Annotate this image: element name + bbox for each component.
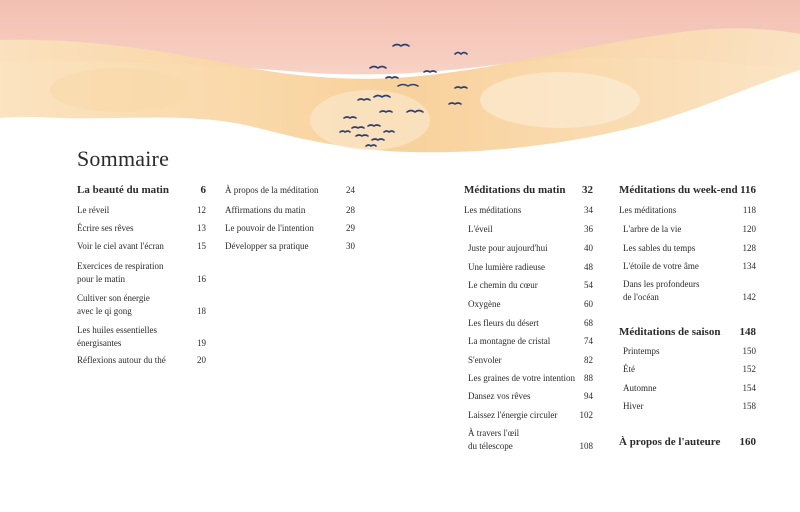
toc-entry-title: Hiver [623, 401, 644, 411]
toc-column-3 [464, 184, 593, 459]
toc-page-number: 13 [197, 223, 206, 233]
toc-entry-title: S'envoler [468, 355, 502, 365]
toc-entry [77, 260, 206, 286]
toc-entry [77, 240, 206, 253]
toc-section-heading [619, 436, 756, 449]
toc-page-number: 29 [346, 223, 355, 233]
toc-page-number: 6 [200, 184, 206, 196]
toc-page-number: 154 [742, 383, 756, 393]
toc-entry [225, 222, 355, 235]
bird-icon [368, 125, 380, 126]
toc-entry-title: Dansez vos rêves [468, 391, 531, 401]
toc-column-4 [619, 184, 756, 454]
toc-entry [77, 204, 206, 217]
toc-entry [464, 409, 593, 422]
toc-entry [464, 279, 593, 292]
toc-page-number: 32 [582, 184, 593, 196]
toc-entry-title: Méditations de saison [619, 326, 721, 338]
toc-page-number: 150 [742, 346, 756, 356]
toc-entry [464, 223, 593, 236]
toc-page-number: 18 [197, 306, 206, 316]
toc-entry-title: À travers l'œil du télescope [468, 428, 520, 451]
toc-entry [619, 223, 756, 236]
toc-page-number: 134 [742, 261, 756, 271]
toc-page-number: 40 [584, 243, 593, 253]
toc-section-heading [77, 184, 206, 197]
toc-entry [464, 427, 593, 453]
toc-page-number: 12 [197, 205, 206, 215]
toc-entry-title: Automne [623, 383, 657, 393]
toc-entry [464, 354, 593, 367]
toc-page-number: 24 [346, 185, 355, 195]
toc-entry-title: Les graines de votre intention [468, 373, 575, 383]
toc-page-number: 68 [584, 318, 593, 328]
toc-entry [464, 242, 593, 255]
toc-entry [619, 260, 756, 273]
toc-page-number: 74 [584, 336, 593, 346]
toc-entry-title: Été [623, 364, 635, 374]
toc-entry [225, 184, 355, 197]
toc-entry-title: L'étoile de votre âme [623, 261, 699, 271]
toc-entry-title: Le réveil [77, 205, 110, 215]
toc-entry-title: Développer sa pratique [225, 241, 309, 251]
toc-entry-title: Voir le ciel avant l'écran [77, 241, 164, 251]
toc-entry [619, 363, 756, 376]
toc-section-heading [619, 184, 756, 197]
toc-page-number: 160 [739, 436, 756, 448]
bird-icon [455, 87, 467, 88]
toc-entry [619, 382, 756, 395]
toc-page-number: 152 [742, 364, 756, 374]
toc-page-number: 102 [579, 410, 593, 420]
toc-entry [77, 222, 206, 235]
toc-page-number: 48 [584, 262, 593, 272]
toc-entry-title: L'arbre de la vie [623, 224, 682, 234]
toc-page-number: 15 [197, 241, 206, 251]
bird-icon [340, 131, 350, 132]
toc-entry-title: La montagne de cristal [468, 336, 551, 346]
toc-entry-title: Écrire ses rêves [77, 223, 134, 233]
toc-entry-title: Les sables du temps [623, 243, 696, 253]
toc-entry-title: Laissez l'énergie circuler [468, 410, 558, 420]
toc-page-number: 88 [584, 373, 593, 383]
toc-entry [77, 324, 206, 350]
toc-entry-title: Une lumière radieuse [468, 262, 545, 272]
toc-page-number: 142 [742, 292, 756, 302]
toc-entry-title: Le chemin du cœur [468, 280, 538, 290]
toc-entry [619, 242, 756, 255]
toc-entry [619, 400, 756, 413]
toc-entry [464, 390, 593, 403]
bird-icon [386, 77, 398, 78]
bird-icon [356, 135, 368, 136]
toc-column-2 [225, 184, 355, 264]
toc-page-number: 148 [739, 326, 756, 338]
toc-entry-title: Méditations du week-end [619, 184, 738, 196]
toc-entry-title: Affirmations du matin [225, 205, 306, 215]
bird-icon [384, 131, 394, 132]
bird-icon [424, 71, 436, 72]
toc-page-number: 20 [197, 355, 206, 365]
toc-entry-title: L'éveil [468, 224, 493, 234]
toc-entry [464, 372, 593, 385]
toc-entry [464, 204, 593, 217]
toc-page-number: 128 [742, 243, 756, 253]
toc-entry-title: La beauté du matin [77, 184, 169, 196]
toc-entry [619, 278, 756, 304]
toc-page-number: 118 [742, 205, 756, 215]
toc-entry-title: À propos de la méditation [225, 185, 319, 195]
toc-page-number: 120 [742, 224, 756, 234]
toc-page-number: 116 [740, 184, 756, 196]
watercolor-banner-illustration [0, 0, 800, 160]
bird-icon [449, 103, 461, 104]
toc-page-number: 54 [584, 280, 593, 290]
toc-page-number: 30 [346, 241, 355, 251]
toc-entry [464, 261, 593, 274]
bird-icon [366, 145, 376, 146]
toc-entry-title: Les méditations [619, 205, 677, 215]
toc-entry [619, 204, 756, 217]
toc-entry-title: Cultiver son énergie avec le qi gong [77, 293, 150, 316]
page-title: Sommaire [77, 146, 170, 171]
toc-page-number: 19 [197, 338, 206, 348]
toc-entry-title: Exercices de respiration pour le matin [77, 261, 164, 284]
toc-page-number: 158 [742, 401, 756, 411]
toc-entry-title: Les fleurs du désert [468, 318, 539, 328]
toc-entry [225, 240, 355, 253]
bird-icon [358, 99, 370, 100]
toc-page-number: 16 [197, 274, 206, 284]
toc-entry [225, 204, 355, 217]
toc-section-heading [619, 326, 756, 339]
toc-page-number: 108 [579, 441, 593, 451]
toc-entry-title: Dans les profondeurs de l'océan [623, 279, 700, 302]
toc-entry [464, 298, 593, 311]
toc-entry-title: Le pouvoir de l'intention [225, 223, 314, 233]
toc-page-number: 36 [584, 224, 593, 234]
toc-entry [464, 317, 593, 330]
toc-entry-title: Oxygène [468, 299, 501, 309]
toc-entry-title: Les huiles essentielles énergisantes [77, 325, 157, 348]
toc-entry [77, 292, 206, 318]
bird-icon [372, 139, 384, 140]
toc-entry-title: Les méditations [464, 205, 522, 215]
toc-page-number: 82 [584, 355, 593, 365]
toc-entry-title: Printemps [623, 346, 660, 356]
bird-icon [380, 111, 392, 112]
toc-entry-title: À propos de l'auteure [619, 436, 721, 448]
toc-page-number: 94 [584, 391, 593, 401]
toc-entry [77, 354, 206, 367]
toc-page-number: 60 [584, 299, 593, 309]
toc-page-number: 28 [346, 205, 355, 215]
toc-page-number: 34 [584, 205, 593, 215]
toc-entry [619, 345, 756, 358]
toc-section-heading [464, 184, 593, 197]
bird-icon [344, 117, 356, 118]
toc-column-1 [77, 184, 206, 374]
toc-entry [464, 335, 593, 348]
bird-icon [352, 127, 364, 128]
toc-entry-title: Réflexions autour du thé [77, 355, 166, 365]
toc-entry-title: Juste pour aujourd'hui [468, 243, 548, 253]
toc-entry-title: Méditations du matin [464, 184, 566, 196]
